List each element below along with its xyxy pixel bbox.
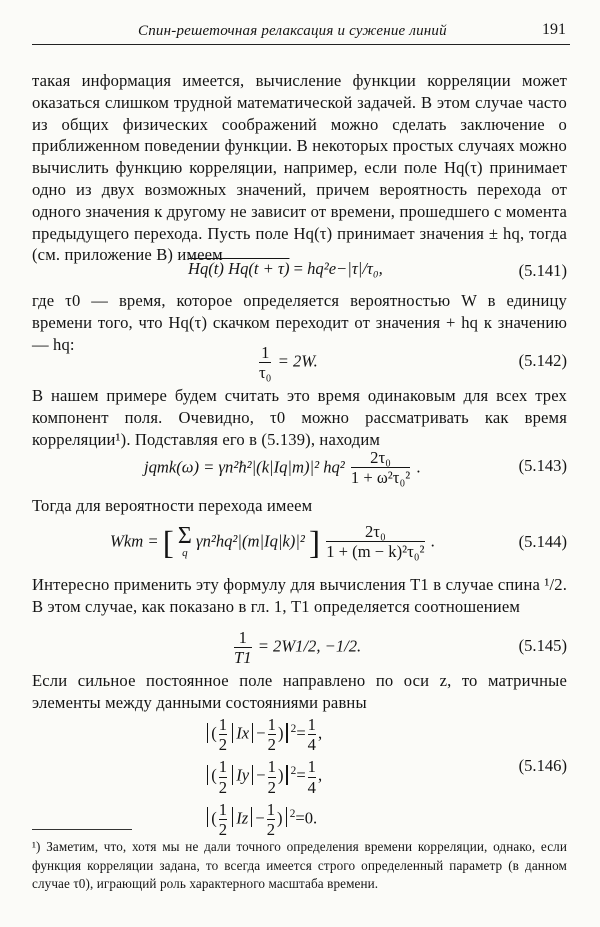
right-bracket: ] bbox=[309, 524, 321, 562]
eq146-op-x: Ix bbox=[236, 723, 250, 743]
eq143-fraction bbox=[351, 448, 410, 487]
eq144-fraction bbox=[326, 522, 424, 561]
eq142-fraction bbox=[259, 343, 271, 382]
left-bracket: [ bbox=[162, 524, 174, 562]
paragraph-4: Тогда для вероятности перехода имеем bbox=[32, 496, 313, 515]
equation-5-144 bbox=[32, 520, 567, 566]
eq143-number: (5.143) bbox=[518, 456, 567, 475]
eq146-end-z: . bbox=[313, 808, 318, 828]
eq144-inner: γn²hq²|(m|Iq|k)|² bbox=[196, 531, 305, 551]
eq146-op-z: Iz bbox=[236, 808, 249, 828]
eq146-rhs-num-x: 1 bbox=[307, 715, 316, 735]
equation-5-146 bbox=[32, 712, 567, 839]
eq145-number: (5.145) bbox=[518, 636, 567, 655]
footnote: ¹) Заметим, что, хотя мы не дали точного определения времени корреляции, однако, если функция корреляции задана, то всегда имеется строго определенный параметр (в данном случае τ0), играющий роль характерного масштаба времени. bbox=[32, 839, 567, 891]
eq142-numerator: 1 bbox=[261, 343, 270, 362]
eq144-number: (5.144) bbox=[518, 532, 567, 551]
eq145-rhs: = 2W1/2, −1/2. bbox=[257, 636, 362, 656]
eq146-rhs-den-x: 4 bbox=[307, 735, 316, 755]
eq143-numerator: 2τ₀ bbox=[370, 448, 391, 467]
running-title: Спин-решеточная релаксация и сужение линий bbox=[138, 23, 447, 39]
eq146-row-z: ( $\frac{1}{2}$ Iz − $\frac{1}{2}$ ) $^2$=0. bbox=[204, 797, 322, 839]
paragraph-5: Интересно применить эту формулу для вычисления T1 в случае спина ¹/2. В этом случае, как показано в гл. 1, T1 определяется соотношением bbox=[32, 575, 567, 616]
page-number: 191 bbox=[542, 21, 566, 38]
eq145-denominator: T1 bbox=[234, 648, 252, 668]
eq146-end-x: , bbox=[317, 723, 323, 743]
eq143-end: . bbox=[416, 457, 421, 477]
eq146-row-x: ( $\frac{1}{2}$ Ix − $\frac{1}{2}$ ) $^2$= $\frac{1}{4}$ , bbox=[204, 712, 322, 754]
eq144-denominator: 1 + (m − k)²τ₀² bbox=[326, 542, 425, 562]
eq146-number: (5.146) bbox=[518, 756, 567, 775]
paragraph-6: Если сильное постоянное поле направлено по оси z, то матричные элементы между данными состояниями равны bbox=[32, 671, 567, 712]
paragraph-2: где τ0 — время, которое определяется вероятностью W в единицу времени того, что Hq(τ) скачком переходит от значения + hq к значению — hq: bbox=[32, 291, 567, 354]
eq146-rhs-den-y: 4 bbox=[307, 777, 316, 797]
eq142-rhs: = 2W. bbox=[277, 351, 318, 371]
eq146-op-y: Iy bbox=[236, 765, 250, 785]
eq141-rhs: hq²e−|τ|/τ₀, bbox=[307, 259, 383, 278]
equation-5-145 bbox=[32, 628, 567, 668]
paragraph-3: В нашем примере будем считать это время одинаковым для всех трех компонент поля. Очевидно, τ0 можно рассматривать как время корреляции¹). Подставляя его в (5.139), находим bbox=[32, 386, 567, 449]
eq142-denominator: τ₀ bbox=[259, 363, 272, 383]
eq144-numerator: 2τ₀ bbox=[364, 522, 386, 541]
eq143-lhs: jqmk(ω) = γn²ħ²|(k|Iq|m)|² hq² bbox=[144, 457, 345, 477]
equation-5-143 bbox=[32, 448, 567, 486]
eq146-rhs-z: 0 bbox=[304, 808, 314, 828]
eq146-rows bbox=[204, 712, 322, 839]
eq144-lhs: Wkm = bbox=[110, 531, 159, 551]
eq146-row-y: ( $\frac{1}{2}$ Iy − $\frac{1}{2}$ ) $^2$= $\frac{1}{4}$ , bbox=[204, 754, 322, 796]
equation-5-142 bbox=[32, 343, 567, 383]
eq141-lhs: Hq(t) Hq(t + τ) bbox=[188, 259, 290, 278]
eq146-rhs-num-y: 1 bbox=[307, 757, 316, 777]
equation-5-141: Hq(t) Hq(t + τ) = hq²e−|τ|/τ₀, (5.141) bbox=[188, 259, 567, 280]
eq145-numerator: 1 bbox=[238, 628, 247, 647]
eq142-number: (5.142) bbox=[518, 351, 567, 370]
paragraph-1: такая информация имеется, вычисление функции корреляции может оказаться слишком трудной математической задачей. В этом случае часто из общих физических соображений можно сделать заключение о приближенном поведении функции. В некоторых простых случаях можно вычислить функцию корреляции, например, если поле Hq(τ) принимает одно из двух возможных значений, причем вероятность перехода от одного значения к другому не зависит от времени, прошедшего с момента предыдущего перехода. Пусть поле Hq(τ) принимает значения ± hq, тогда (см. приложение В) имеем bbox=[32, 71, 567, 265]
footnote-rule bbox=[32, 829, 132, 830]
eq143-denominator: 1 + ω²τ₀² bbox=[350, 468, 411, 488]
eq146-end-y: , bbox=[317, 765, 323, 785]
sum-index: q bbox=[182, 547, 188, 560]
running-header bbox=[32, 20, 570, 45]
eq141-number: (5.141) bbox=[518, 261, 567, 280]
eq144-end: . bbox=[430, 531, 435, 551]
eq145-fraction bbox=[234, 628, 252, 667]
sum-symbol: Σ q bbox=[177, 523, 192, 560]
